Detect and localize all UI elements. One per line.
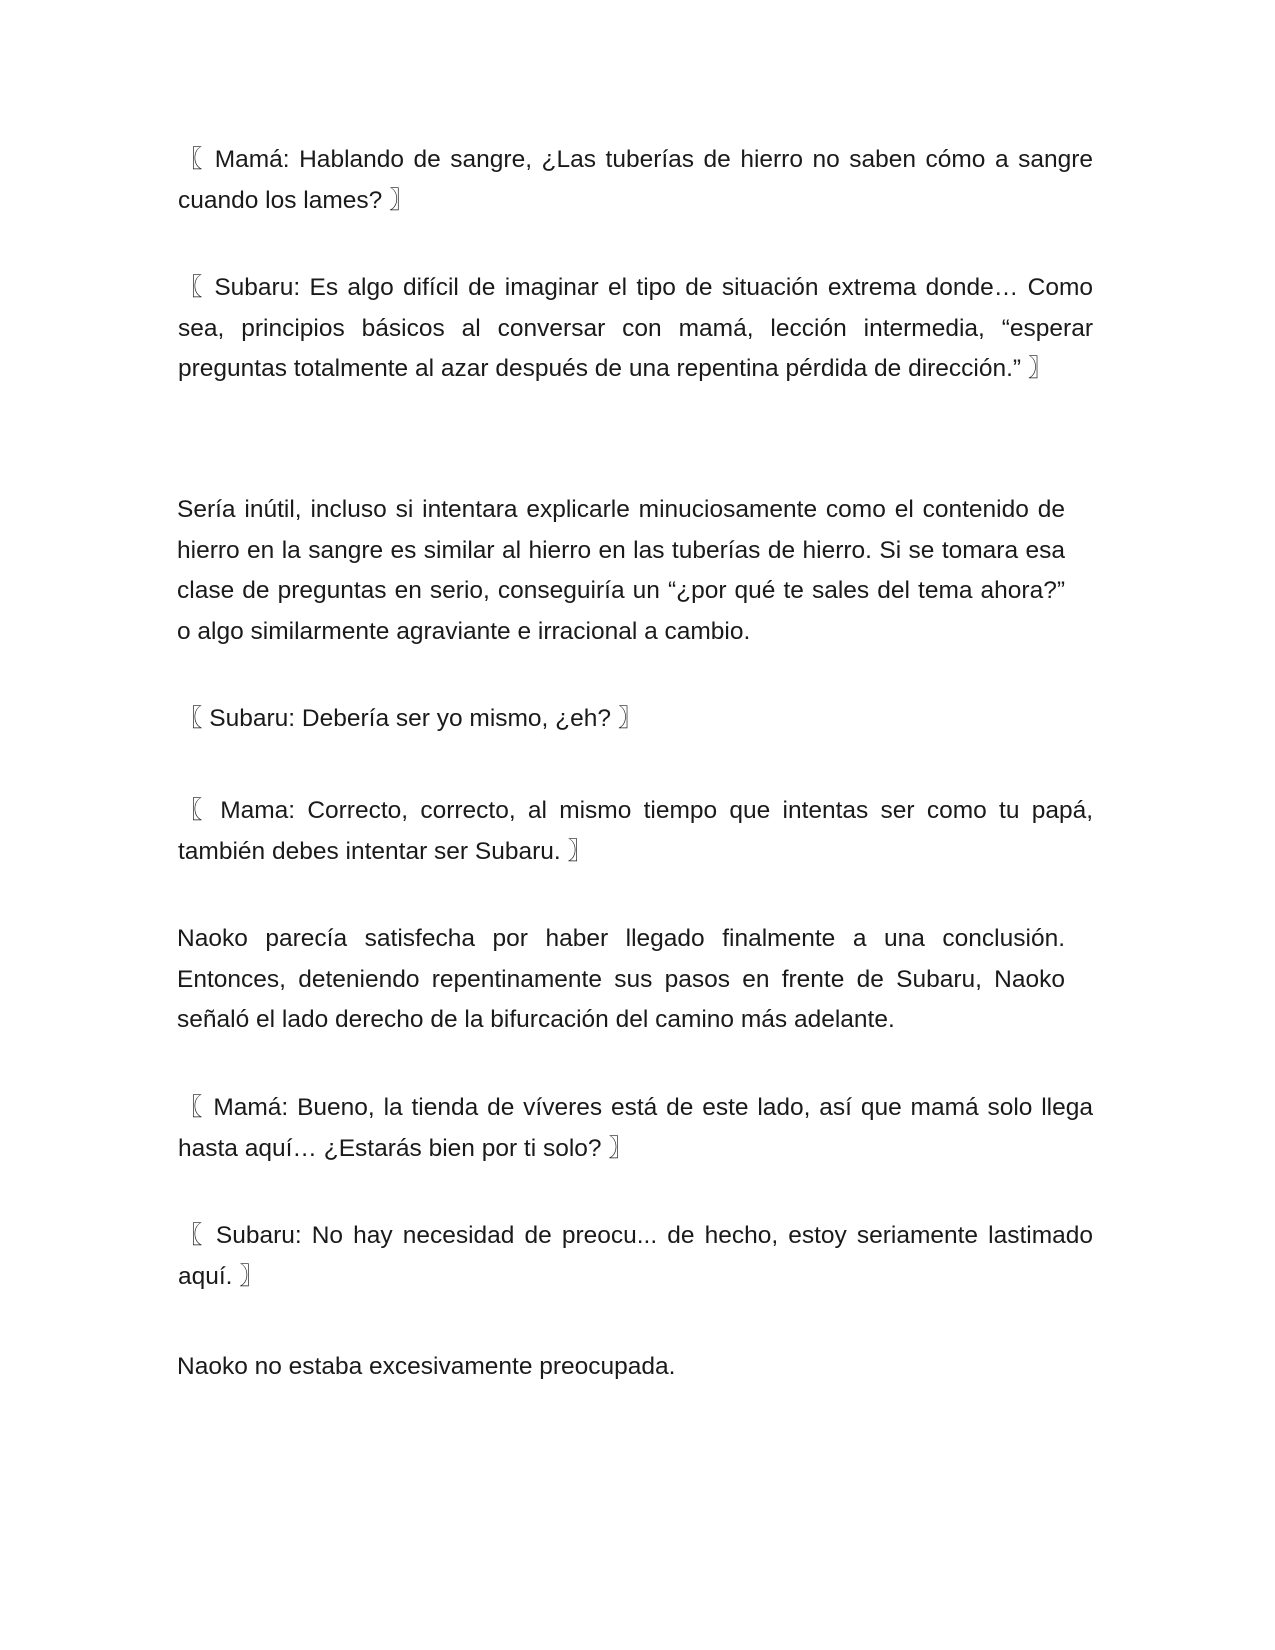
dialogue-paragraph: 〖 Subaru: Debería ser yo mismo, ¿eh? 〗 [178, 705, 643, 732]
narration-paragraph: Naoko parecía satisfecha por haber llegado finalmente a una conclusión. Entonces, deteniendo repentinamente sus pasos en frente de Subaru, Naoko señaló el lado derecho de la bifurcación del camino más adelante. [177, 925, 1065, 1033]
dialogue-paragraph: 〖 Mamá: Bueno, la tienda de víveres está de este lado, así que mamá solo llega hasta aquí… ¿Estarás bien por ti solo? 〗 [178, 1094, 1093, 1162]
narration-paragraph: Naoko no estaba excesivamente preocupada. [177, 1353, 676, 1380]
dialogue-paragraph: 〖 Mamá: Hablando de sangre, ¿Las tuberías de hierro no saben cómo a sangre cuando los lames? 〗 [178, 146, 1093, 214]
dialogue-paragraph: 〖 Subaru: No hay necesidad de preocu... de hecho, estoy seriamente lastimado aquí. 〗 [178, 1222, 1093, 1290]
dialogue-paragraph: 〖 Mama: Correcto, correcto, al mismo tiempo que intentas ser como tu papá, también debes intentar ser Subaru. 〗 [178, 797, 1093, 865]
dialogue-paragraph: 〖 Subaru: Es algo difícil de imaginar el tipo de situación extrema donde… Como sea, principios básicos al conversar con mamá, lección intermedia, “esperar preguntas totalmente al azar después de una repentina pérdida de dirección.” 〗 [178, 274, 1093, 382]
narration-paragraph: Sería inútil, incluso si intentara explicarle minuciosamente como el contenido de hierro en la sangre es similar al hierro en las tuberías de hierro. Si se tomara esa clase de preguntas en serio, conseguiría un “¿por qué te sales del tema ahora?” o algo similarmente agraviante e irracional a cambio. [177, 496, 1065, 645]
